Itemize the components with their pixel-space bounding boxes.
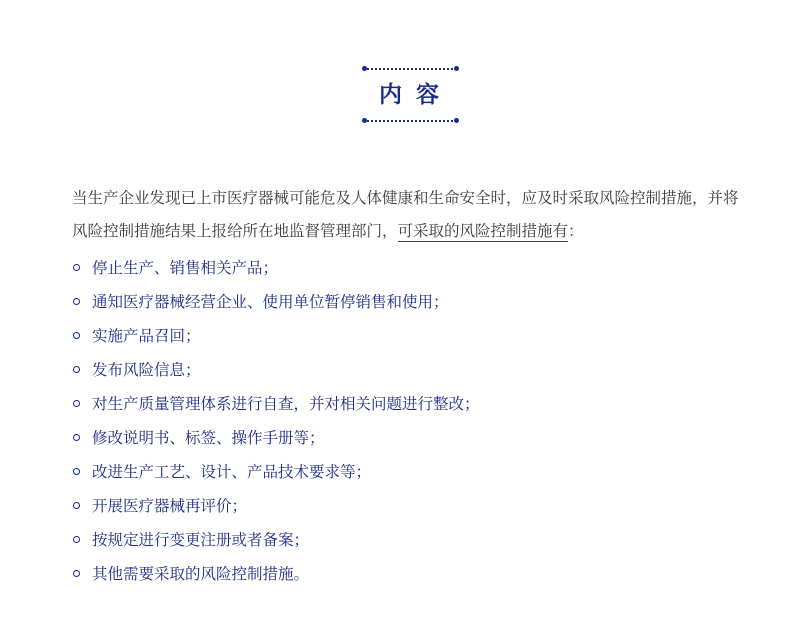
intro-colon: ：: [568, 222, 584, 240]
list-item-text: 开展医疗器械再评价；: [92, 497, 248, 515]
bullet-icon: [73, 570, 80, 577]
list-item: [72, 492, 742, 526]
bullet-icon: [73, 434, 80, 441]
bullet-icon: [73, 468, 80, 475]
bullet-icon: [73, 536, 80, 543]
list-item-text: 对生产质量管理体系进行自查，并对相关问题进行整改；: [92, 395, 480, 413]
list-item-text: 停止生产、销售相关产品；: [92, 259, 279, 277]
intro-paragraph: [72, 182, 742, 248]
bullet-icon: [73, 298, 80, 305]
title-dot-top-right: [454, 66, 459, 71]
list-item-text: 发布风险信息；: [92, 361, 201, 379]
list-item: [72, 390, 742, 424]
intro-lead-text: 当生产企业发现已上市医疗器械可能危及人体健康和生命安全时，应及时采取风险控制措施，并将风险控制措施结果上报给所在地监督管理部门，: [72, 189, 739, 240]
bullet-icon: [73, 400, 80, 407]
intro-highlight-text: 可采取的风险控制措施有: [397, 222, 569, 240]
list-item: [72, 288, 742, 322]
list-item: [72, 424, 742, 458]
title-dot-bottom-left: [362, 118, 367, 123]
list-item: [72, 356, 742, 390]
title-dot-top-left: [362, 66, 367, 71]
list-item: [72, 254, 742, 288]
title-dot-bottom-right: [454, 118, 459, 123]
bullet-icon: [73, 264, 80, 271]
title-top-rule: [364, 68, 457, 70]
list-item-text: 修改说明书、标签、操作手册等；: [92, 429, 325, 447]
bullet-icon: [73, 502, 80, 509]
list-item-text: 实施产品召回；: [92, 327, 201, 345]
list-item: [72, 526, 742, 560]
bullet-icon: [73, 366, 80, 373]
list-item: [72, 458, 742, 492]
risk-control-measures-list: [72, 254, 742, 594]
list-item: [72, 322, 742, 356]
list-item-text: 通知医疗器械经营企业、使用单位暂停销售和使用；: [92, 293, 449, 311]
section-title: 内 容: [378, 82, 442, 108]
title-bottom-rule: [364, 120, 457, 122]
list-item: [72, 560, 742, 594]
section-title-block: [364, 68, 457, 124]
list-item-text: 按规定进行变更注册或者备案；: [92, 531, 310, 549]
list-item-text: 其他需要采取的风险控制措施。: [92, 565, 310, 583]
bullet-icon: [73, 332, 80, 339]
list-item-text: 改进生产工艺、设计、产品技术要求等；: [92, 463, 372, 481]
